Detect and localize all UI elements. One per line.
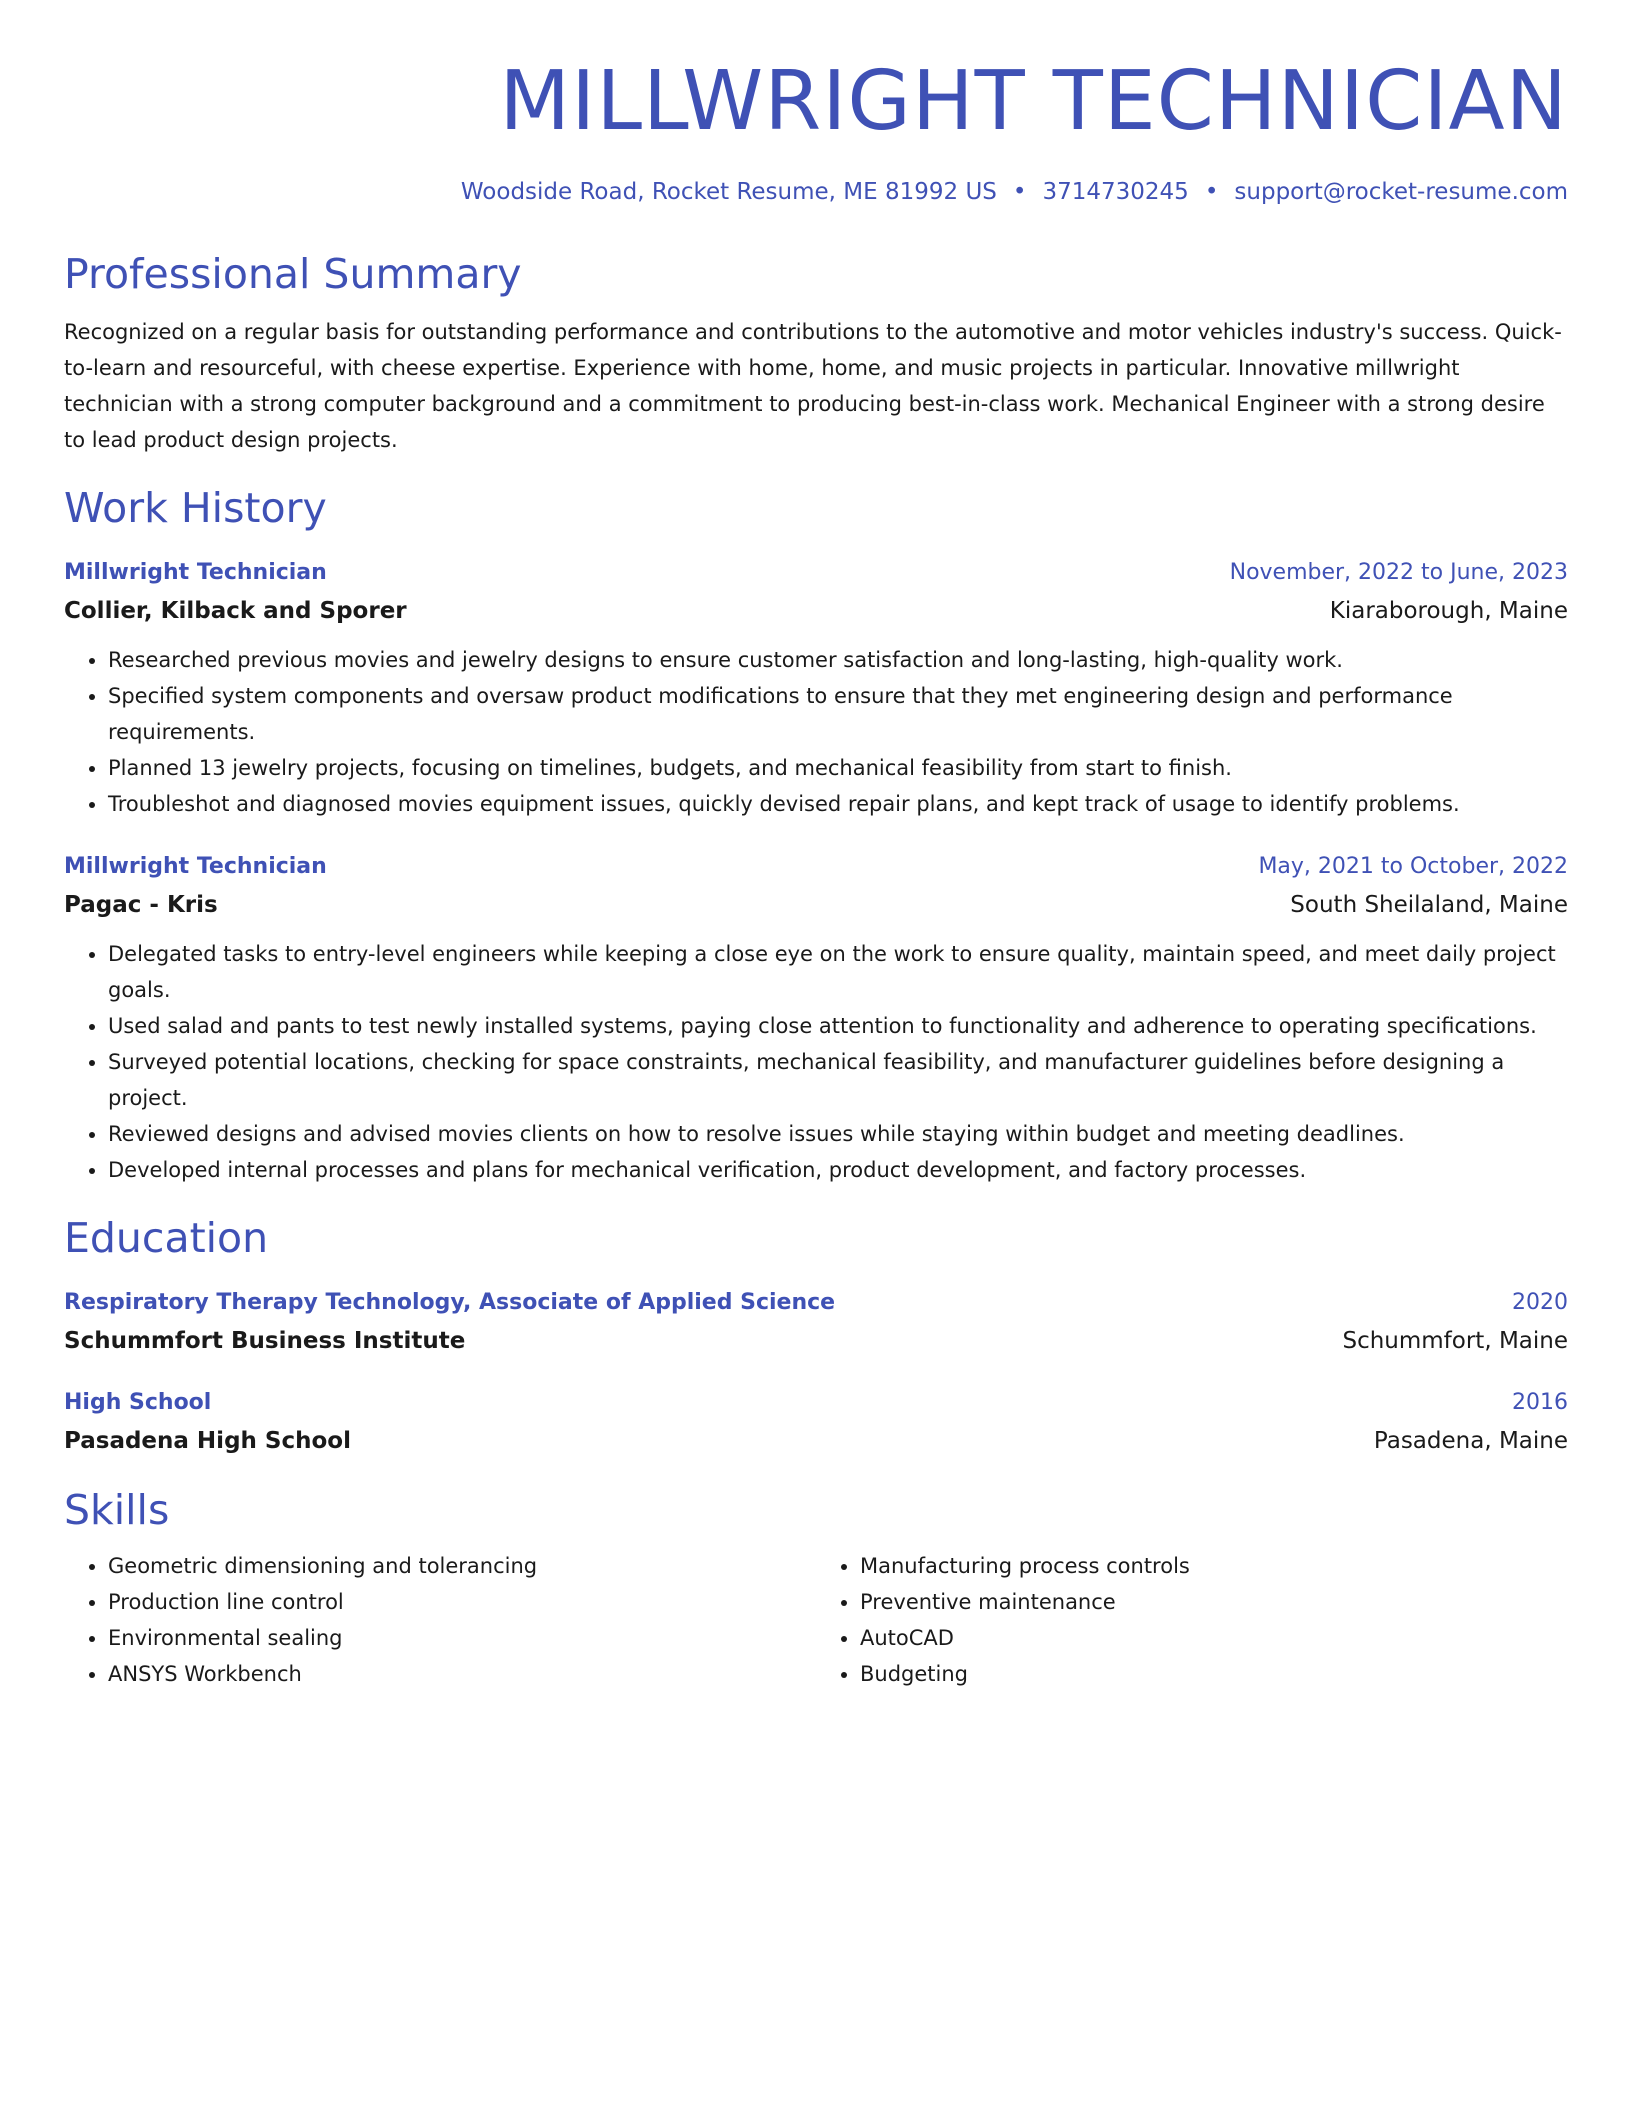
skill-item: • ANSYS Workbench: [108, 1656, 816, 1692]
job-location: South Sheilaland, Maine: [1290, 892, 1568, 918]
education-degree: High School: [64, 1390, 212, 1415]
education-entry-header: [64, 1286, 1568, 1320]
job-company: Pagac - Kris: [64, 892, 218, 918]
work-entry-employer: [64, 594, 1568, 628]
job-bullet-list: [64, 936, 1568, 1188]
job-role: Millwright Technician: [64, 560, 327, 585]
education-entry: [64, 1286, 1568, 1358]
job-bullet: • Developed internal processes and plans for mechanical verification, product development, and factory processes.: [108, 1152, 1568, 1188]
contact-address: Woodside Road, Rocket Resume, ME 81992 US: [460, 179, 997, 205]
skill-item: • Production line control: [108, 1584, 816, 1620]
contact-line: [64, 176, 1568, 208]
education-section-title: Education: [64, 1214, 269, 1262]
summary-section-title: Professional Summary: [64, 250, 522, 298]
skills-list-left: [64, 1548, 816, 1692]
job-location: Kiaraborough, Maine: [1329, 598, 1568, 624]
skills-list-right: [816, 1548, 1568, 1692]
job-bullet: • Surveyed potential locations, checking for space constraints, mechanical feasibility, and manufacturer guidelines before designing a project.: [108, 1044, 1568, 1116]
job-bullet-list: [64, 642, 1568, 822]
education-entry-header: [64, 1386, 1568, 1420]
job-bullet: • Researched previous movies and jewelry designs to ensure customer satisfaction and long-lasting, high-quality work.: [108, 642, 1568, 678]
skills-grid: [64, 1548, 1568, 1692]
contact-phone: 3714730245: [1042, 179, 1189, 205]
resume-header: [64, 52, 1568, 208]
education-entry: [64, 1386, 1568, 1458]
work-entry-employer: [64, 888, 1568, 922]
education-degree: Respiratory Therapy Technology, Associate of Applied Science: [64, 1290, 836, 1315]
education-year: 2016: [1512, 1390, 1568, 1415]
job-bullet: • Specified system components and oversaw product modifications to ensure that they met engineering design and performance requirements.: [108, 678, 1568, 750]
education-year: 2020: [1512, 1290, 1568, 1315]
education-school: Schummfort Business Institute: [64, 1328, 466, 1354]
education-entry-school: [64, 1324, 1568, 1358]
work-entry-header: [64, 850, 1568, 884]
work-entry: [64, 556, 1568, 822]
summary-text: Recognized on a regular basis for outstanding performance and contributions to the automotive and motor vehicles industry's success. Quick-to-learn and resourceful, with cheese expertise. Experience with home, home, and music projects in particular. Innovative millwright technician with a strong computer background and a commitment to producing best-in-class work. Mechanical Engineer with a strong desire to lead product design projects.: [64, 320, 1562, 452]
job-bullet: • Reviewed designs and advised movies clients on how to resolve issues while staying within budget and meeting deadlines.: [108, 1116, 1568, 1152]
education-entry-school: [64, 1424, 1568, 1458]
skills-section-title: Skills: [64, 1486, 170, 1534]
education-location: Schummfort, Maine: [1342, 1328, 1568, 1354]
job-dates: May, 2021 to October, 2022: [1258, 854, 1568, 879]
job-company: Collier, Kilback and Sporer: [64, 598, 407, 624]
work-entry: [64, 850, 1568, 1188]
job-bullet: • Delegated tasks to entry-level engineers while keeping a close eye on the work to ensure quality, maintain speed, and meet daily project goals.: [108, 936, 1568, 1008]
candidate-name: MILLWRIGHT TECHNICIAN: [499, 54, 1568, 149]
skill-item: • Budgeting: [860, 1656, 1568, 1692]
job-bullet: • Troubleshot and diagnosed movies equipment issues, quickly devised repair plans, and kept track of usage to identify problems.: [108, 786, 1568, 822]
job-dates: November, 2022 to June, 2023: [1229, 560, 1568, 585]
work-history-section-title: Work History: [64, 484, 327, 532]
contact-separator: •: [1204, 179, 1219, 205]
skill-item: • AutoCAD: [860, 1620, 1568, 1656]
skill-item: • Environmental sealing: [108, 1620, 816, 1656]
education-location: Pasadena, Maine: [1373, 1428, 1568, 1454]
education-school: Pasadena High School: [64, 1428, 351, 1454]
skill-item: • Geometric dimensioning and tolerancing: [108, 1548, 816, 1584]
job-bullet: • Used salad and pants to test newly installed systems, paying close attention to functionality and adherence to operating specifications.: [108, 1008, 1568, 1044]
contact-email[interactable]: support@rocket-resume.com: [1234, 179, 1568, 205]
contact-separator: •: [1012, 179, 1027, 205]
skill-item: • Preventive maintenance: [860, 1584, 1568, 1620]
job-bullet: • Planned 13 jewelry projects, focusing on timelines, budgets, and mechanical feasibility from start to finish.: [108, 750, 1568, 786]
skill-item: • Manufacturing process controls: [860, 1548, 1568, 1584]
work-entry-header: [64, 556, 1568, 590]
job-role: Millwright Technician: [64, 854, 327, 879]
